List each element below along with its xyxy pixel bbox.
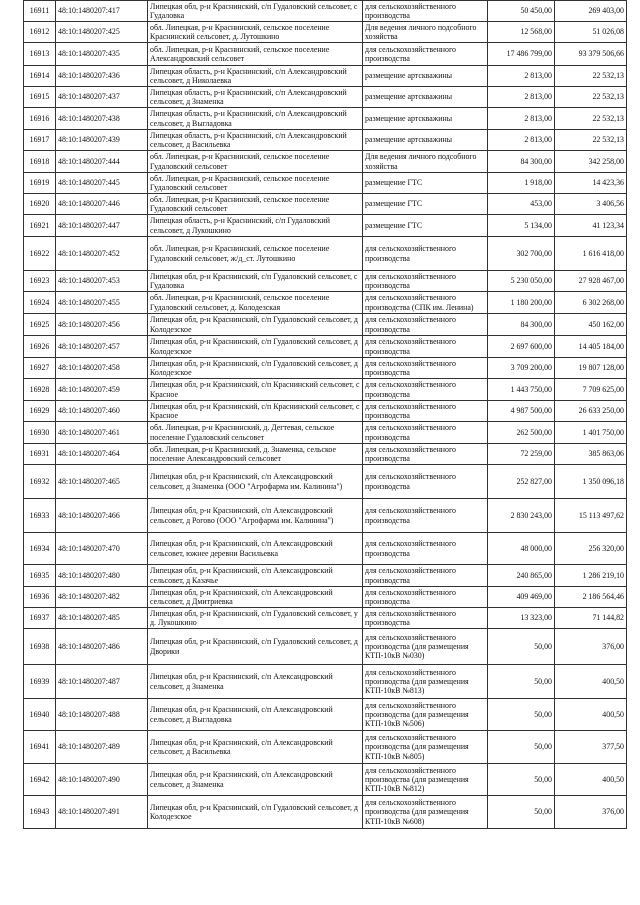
row-number: 16920	[24, 194, 56, 215]
cadastral-number: 48:10:1480207:425	[56, 22, 148, 43]
parcel-address: Липецкая обл, р-н Краснинский, с/п Александровский сельсовет, д Дмитриевка	[148, 587, 363, 608]
table-body	[24, 1, 627, 829]
cadastral-number: 48:10:1480207:439	[56, 130, 148, 151]
table-row	[24, 587, 627, 608]
table-row	[24, 151, 627, 173]
cadastral-value: 376,00	[555, 629, 627, 665]
table-row	[24, 108, 627, 130]
cadastral-number: 48:10:1480207:489	[56, 731, 148, 764]
table-row	[24, 764, 627, 796]
row-number: 16918	[24, 151, 56, 173]
cadastral-value: 19 807 128,00	[555, 358, 627, 379]
table-row	[24, 665, 627, 699]
cadastral-value: 22 532,13	[555, 66, 627, 87]
parcel-area: 84 300,00	[488, 314, 555, 336]
parcel-address: Липецкая обл, р-н Краснинский, с/п Краснинский сельсовет, с Красное	[148, 379, 363, 401]
permitted-use: для сельскохозяйственного производства	[363, 314, 488, 336]
cadastral-number: 48:10:1480207:456	[56, 314, 148, 336]
table-row	[24, 87, 627, 108]
row-number: 16932	[24, 465, 56, 499]
cadastral-value: 71 144,82	[555, 608, 627, 629]
cadastral-value: 14 405 184,00	[555, 336, 627, 358]
parcel-area: 50,00	[488, 764, 555, 796]
parcel-address: Липецкая обл, р-н Краснинский, с/п Краснинский сельсовет, с Красное	[148, 401, 363, 422]
parcel-area: 262 500,00	[488, 422, 555, 444]
permitted-use: размещение артскважины	[363, 87, 488, 108]
row-number: 16937	[24, 608, 56, 629]
row-number: 16922	[24, 237, 56, 271]
row-number: 16940	[24, 699, 56, 731]
table-row	[24, 314, 627, 336]
parcel-address: обл. Липецкая, р-н Краснинский, сельское поселение Гудаловский сельсовет	[148, 194, 363, 215]
parcel-area: 2 830 243,00	[488, 499, 555, 533]
row-number: 16924	[24, 292, 56, 314]
cadastral-value: 22 532,13	[555, 108, 627, 130]
row-number: 16923	[24, 271, 56, 292]
row-number: 16912	[24, 22, 56, 43]
parcel-address: Липецкая обл, р-н Краснинский, с/п Александровский сельсовет, д Казачье	[148, 565, 363, 587]
cadastral-value: 93 379 506,66	[555, 43, 627, 66]
cadastral-value: 256 320,00	[555, 533, 627, 565]
parcel-area: 409 469,00	[488, 587, 555, 608]
cadastral-number: 48:10:1480207:436	[56, 66, 148, 87]
permitted-use: для сельскохозяйственного производства	[363, 565, 488, 587]
table-row	[24, 292, 627, 314]
cadastral-number: 48:10:1480207:488	[56, 699, 148, 731]
permitted-use: Для ведения личного подсобного хозяйства	[363, 22, 488, 43]
parcel-area: 2 697 600,00	[488, 336, 555, 358]
cadastral-number: 48:10:1480207:438	[56, 108, 148, 130]
cadastral-number: 48:10:1480207:470	[56, 533, 148, 565]
table-row	[24, 565, 627, 587]
parcel-address: Липецкая обл, р-н Краснинский, с/п Александровский сельсовет, д Выгладовка	[148, 699, 363, 731]
parcel-area: 17 486 799,00	[488, 43, 555, 66]
parcel-area: 1 443 750,00	[488, 379, 555, 401]
parcel-area: 2 813,00	[488, 87, 555, 108]
parcel-area: 50,00	[488, 665, 555, 699]
permitted-use: для сельскохозяйственного производства (СПК им. Ленина)	[363, 292, 488, 314]
table-row	[24, 401, 627, 422]
cadastral-value: 1 286 219,10	[555, 565, 627, 587]
row-number: 16930	[24, 422, 56, 444]
parcel-address: Липецкая обл, р-н Краснинский, с/п Гудаловский сельсовет, с Гудаловка	[148, 1, 363, 22]
parcel-area: 50,00	[488, 699, 555, 731]
cadastral-number: 48:10:1480207:460	[56, 401, 148, 422]
table-row	[24, 699, 627, 731]
cadastral-number: 48:10:1480207:417	[56, 1, 148, 22]
parcel-area: 453,00	[488, 194, 555, 215]
permitted-use: размещение артскважины	[363, 66, 488, 87]
parcel-address: Липецкая обл, р-н Краснинский, с/п Александровский сельсовет, д Знаменка (ООО "Агрофарма им. Калинина")	[148, 465, 363, 499]
cadastral-number: 48:10:1480207:485	[56, 608, 148, 629]
cadastral-number: 48:10:1480207:445	[56, 173, 148, 194]
parcel-area: 50 450,00	[488, 1, 555, 22]
permitted-use: для сельскохозяйственного производства	[363, 379, 488, 401]
row-number: 16913	[24, 43, 56, 66]
table-row	[24, 608, 627, 629]
parcel-area: 3 709 200,00	[488, 358, 555, 379]
parcel-area: 72 259,00	[488, 444, 555, 465]
permitted-use: для сельскохозяйственного производства	[363, 444, 488, 465]
cadastral-number: 48:10:1480207:455	[56, 292, 148, 314]
parcel-address: обл. Липецкая, р-н Краснинский, сельское поселение Гудаловский сельсовет	[148, 173, 363, 194]
permitted-use: для сельскохозяйственного производства (для размещения КТП-10кВ №608)	[363, 796, 488, 829]
cadastral-number: 48:10:1480207:480	[56, 565, 148, 587]
permitted-use: для сельскохозяйственного производства (для размещения КТП-10кВ №805)	[363, 731, 488, 764]
row-number: 16915	[24, 87, 56, 108]
parcel-area: 48 000,00	[488, 533, 555, 565]
cadastral-value: 14 423,36	[555, 173, 627, 194]
cadastral-number: 48:10:1480207:464	[56, 444, 148, 465]
parcel-address: Липецкая обл, р-н Краснинский, с/п Гудаловский сельсовет, д Колодезское	[148, 796, 363, 829]
cadastral-number: 48:10:1480207:490	[56, 764, 148, 796]
parcel-address: Липецкая область, р-н Краснинский, с/п Гудаловский сельсовет, д Лукошкино	[148, 215, 363, 237]
cadastral-value: 385 863,06	[555, 444, 627, 465]
parcel-address: Липецкая область, р-н Краснинский, с/п Александровский сельсовет, д Васильевка	[148, 130, 363, 151]
land-parcel-table	[23, 0, 627, 829]
parcel-address: обл. Липецкая, р-н Краснинский, сельское поселение Александровский сельсовет	[148, 43, 363, 66]
permitted-use: Для ведения личного подсобного хозяйства	[363, 151, 488, 173]
parcel-address: Липецкая область, р-н Краснинский, с/п Александровский сельсовет, д Николаевка	[148, 66, 363, 87]
cadastral-number: 48:10:1480207:444	[56, 151, 148, 173]
row-number: 16925	[24, 314, 56, 336]
row-number: 16928	[24, 379, 56, 401]
parcel-area: 2 813,00	[488, 66, 555, 87]
permitted-use: для сельскохозяйственного производства	[363, 271, 488, 292]
table-row	[24, 1, 627, 22]
permitted-use: размещение ГТС	[363, 215, 488, 237]
parcel-area: 13 323,00	[488, 608, 555, 629]
table-row	[24, 465, 627, 499]
table-row	[24, 379, 627, 401]
parcel-address: Липецкая обл, р-н Краснинский, с/п Гудаловский сельсовет, с Гудаловка	[148, 271, 363, 292]
cadastral-number: 48:10:1480207:491	[56, 796, 148, 829]
row-number: 16927	[24, 358, 56, 379]
table-row	[24, 22, 627, 43]
row-number: 16943	[24, 796, 56, 829]
row-number: 16936	[24, 587, 56, 608]
cadastral-number: 48:10:1480207:466	[56, 499, 148, 533]
cadastral-number: 48:10:1480207:457	[56, 336, 148, 358]
cadastral-value: 15 113 497,62	[555, 499, 627, 533]
cadastral-value: 27 928 467,00	[555, 271, 627, 292]
table-row	[24, 533, 627, 565]
permitted-use: для сельскохозяйственного производства	[363, 587, 488, 608]
parcel-address: Липецкая обл, р-н Краснинский, с/п Александровский сельсовет, д Знаменка	[148, 665, 363, 699]
cadastral-number: 48:10:1480207:435	[56, 43, 148, 66]
permitted-use: для сельскохозяйственного производства	[363, 336, 488, 358]
table-row	[24, 215, 627, 237]
parcel-area: 84 300,00	[488, 151, 555, 173]
cadastral-number: 48:10:1480207:447	[56, 215, 148, 237]
cadastral-value: 3 406,56	[555, 194, 627, 215]
permitted-use: для сельскохозяйственного производства (для размещения КТП-10кВ №813)	[363, 665, 488, 699]
cadastral-value: 41 123,34	[555, 215, 627, 237]
parcel-area: 252 827,00	[488, 465, 555, 499]
table-row	[24, 271, 627, 292]
cadastral-value: 51 026,08	[555, 22, 627, 43]
parcel-address: обл. Липецкая, р-н Краснинский, сельское поселение Гудаловский сельсовет, д. Колодезская	[148, 292, 363, 314]
parcel-address: обл. Липецкая, р-н Краснинский, сельское поселение Гудаловский сельсовет, ж/д_ст. Лутошкино	[148, 237, 363, 271]
row-number: 16941	[24, 731, 56, 764]
permitted-use: для сельскохозяйственного производства	[363, 465, 488, 499]
cadastral-value: 1 350 096,18	[555, 465, 627, 499]
permitted-use: для сельскохозяйственного производства	[363, 499, 488, 533]
parcel-area: 12 568,00	[488, 22, 555, 43]
row-number: 16914	[24, 66, 56, 87]
permitted-use: размещение артскважины	[363, 130, 488, 151]
cadastral-value: 400,50	[555, 699, 627, 731]
row-number: 16931	[24, 444, 56, 465]
table-row	[24, 422, 627, 444]
permitted-use: для сельскохозяйственного производства	[363, 358, 488, 379]
cadastral-number: 48:10:1480207:452	[56, 237, 148, 271]
parcel-address: Липецкая обл, р-н Краснинский, с/п Гудаловский сельсовет, д Дворики	[148, 629, 363, 665]
table-row	[24, 731, 627, 764]
parcel-address: Липецкая обл, р-н Краснинский, с/п Александровский сельсовет, южнее деревни Васильевка	[148, 533, 363, 565]
permitted-use: для сельскохозяйственного производства (для размещения КТП-10кВ №506)	[363, 699, 488, 731]
cadastral-value: 22 532,13	[555, 130, 627, 151]
cadastral-value: 269 403,00	[555, 1, 627, 22]
cadastral-value: 26 633 250,00	[555, 401, 627, 422]
permitted-use: для сельскохозяйственного производства	[363, 1, 488, 22]
cadastral-value: 6 302 268,00	[555, 292, 627, 314]
row-number: 16916	[24, 108, 56, 130]
cadastral-value: 7 709 625,00	[555, 379, 627, 401]
parcel-address: обл. Липецкая, р-н Краснинский, д. Знаменка, сельское поселение Александровский сельсовет	[148, 444, 363, 465]
parcel-address: обл. Липецкая, р-н Краснинский, сельское поселение Краснинский сельсовет, д. Лутошкино	[148, 22, 363, 43]
row-number: 16938	[24, 629, 56, 665]
parcel-area: 1 918,00	[488, 173, 555, 194]
parcel-address: Липецкая обл, р-н Краснинский, с/п Гудаловский сельсовет, д Колодезское	[148, 336, 363, 358]
row-number: 16929	[24, 401, 56, 422]
parcel-address: Липецкая обл, р-н Краснинский, с/п Гудаловский сельсовет, у д. Лукошкино	[148, 608, 363, 629]
parcel-area: 5 230 050,00	[488, 271, 555, 292]
cadastral-number: 48:10:1480207:487	[56, 665, 148, 699]
row-number: 16917	[24, 130, 56, 151]
row-number: 16919	[24, 173, 56, 194]
table-row	[24, 444, 627, 465]
table-row	[24, 499, 627, 533]
cadastral-number: 48:10:1480207:482	[56, 587, 148, 608]
permitted-use: для сельскохозяйственного производства (для размещения КТП-10кВ №812)	[363, 764, 488, 796]
parcel-area: 2 813,00	[488, 130, 555, 151]
cadastral-value: 377,50	[555, 731, 627, 764]
cadastral-number: 48:10:1480207:453	[56, 271, 148, 292]
row-number: 16911	[24, 1, 56, 22]
permitted-use: для сельскохозяйственного производства	[363, 401, 488, 422]
parcel-address: обл. Липецкая, р-н Краснинский, сельское поселение Гудаловский сельсовет	[148, 151, 363, 173]
parcel-address: Липецкая обл, р-н Краснинский, с/п Гудаловский сельсовет, д Колодезское	[148, 314, 363, 336]
parcel-area: 4 987 500,00	[488, 401, 555, 422]
parcel-area: 1 180 200,00	[488, 292, 555, 314]
cadastral-number: 48:10:1480207:458	[56, 358, 148, 379]
permitted-use: для сельскохозяйственного производства	[363, 533, 488, 565]
cadastral-value: 400,50	[555, 665, 627, 699]
parcel-address: Липецкая обл, р-н Краснинский, с/п Александровский сельсовет, д Рогово (ООО "Агрофарма им. Калинина")	[148, 499, 363, 533]
parcel-area: 50,00	[488, 796, 555, 829]
table-row	[24, 237, 627, 271]
permitted-use: для сельскохозяйственного производства (для размещения КТП-10кВ №030)	[363, 629, 488, 665]
permitted-use: для сельскохозяйственного производства	[363, 43, 488, 66]
permitted-use: для сельскохозяйственного производства	[363, 608, 488, 629]
permitted-use: для сельскохозяйственного производства	[363, 422, 488, 444]
table-row	[24, 194, 627, 215]
parcel-address: Липецкая обл, р-н Краснинский, с/п Гудаловский сельсовет, д Колодезское	[148, 358, 363, 379]
permitted-use: для сельскохозяйственного производства	[363, 237, 488, 271]
table-row	[24, 629, 627, 665]
table-row	[24, 130, 627, 151]
parcel-area: 50,00	[488, 731, 555, 764]
row-number: 16934	[24, 533, 56, 565]
table-row	[24, 66, 627, 87]
cadastral-number: 48:10:1480207:437	[56, 87, 148, 108]
table-row	[24, 358, 627, 379]
parcel-area: 5 134,00	[488, 215, 555, 237]
row-number: 16935	[24, 565, 56, 587]
parcel-area: 302 700,00	[488, 237, 555, 271]
cadastral-value: 376,00	[555, 796, 627, 829]
row-number: 16933	[24, 499, 56, 533]
permitted-use: размещение артскважины	[363, 108, 488, 130]
parcel-address: Липецкая область, р-н Краснинский, с/п Александровский сельсовет, д Знаменка	[148, 87, 363, 108]
parcel-address: обл. Липецкая, р-н Краснинский, д. Дегтевая, сельское поселение Гудаловский сельсовет	[148, 422, 363, 444]
parcel-address: Липецкая обл, р-н Краснинский, с/п Александровский сельсовет, д Васильевка	[148, 731, 363, 764]
parcel-area: 240 865,00	[488, 565, 555, 587]
table-row	[24, 796, 627, 829]
cadastral-number: 48:10:1480207:459	[56, 379, 148, 401]
table-row	[24, 173, 627, 194]
document-page	[23, 0, 626, 829]
cadastral-number: 48:10:1480207:465	[56, 465, 148, 499]
cadastral-value: 1 616 418,00	[555, 237, 627, 271]
cadastral-number: 48:10:1480207:461	[56, 422, 148, 444]
parcel-area: 2 813,00	[488, 108, 555, 130]
cadastral-number: 48:10:1480207:486	[56, 629, 148, 665]
row-number: 16921	[24, 215, 56, 237]
cadastral-value: 342 258,00	[555, 151, 627, 173]
table-row	[24, 336, 627, 358]
row-number: 16939	[24, 665, 56, 699]
parcel-address: Липецкая обл, р-н Краснинский, с/п Александровский сельсовет, д Знаменка	[148, 764, 363, 796]
row-number: 16942	[24, 764, 56, 796]
cadastral-value: 400,50	[555, 764, 627, 796]
cadastral-value: 2 186 564,46	[555, 587, 627, 608]
permitted-use: размещение ГТС	[363, 173, 488, 194]
parcel-area: 50,00	[488, 629, 555, 665]
cadastral-value: 1 401 750,00	[555, 422, 627, 444]
table-row	[24, 43, 627, 66]
cadastral-number: 48:10:1480207:446	[56, 194, 148, 215]
parcel-address: Липецкая область, р-н Краснинский, с/п Александровский сельсовет, д Выгладовка	[148, 108, 363, 130]
cadastral-value: 450 162,00	[555, 314, 627, 336]
row-number: 16926	[24, 336, 56, 358]
permitted-use: размещение ГТС	[363, 194, 488, 215]
cadastral-value: 22 532,13	[555, 87, 627, 108]
